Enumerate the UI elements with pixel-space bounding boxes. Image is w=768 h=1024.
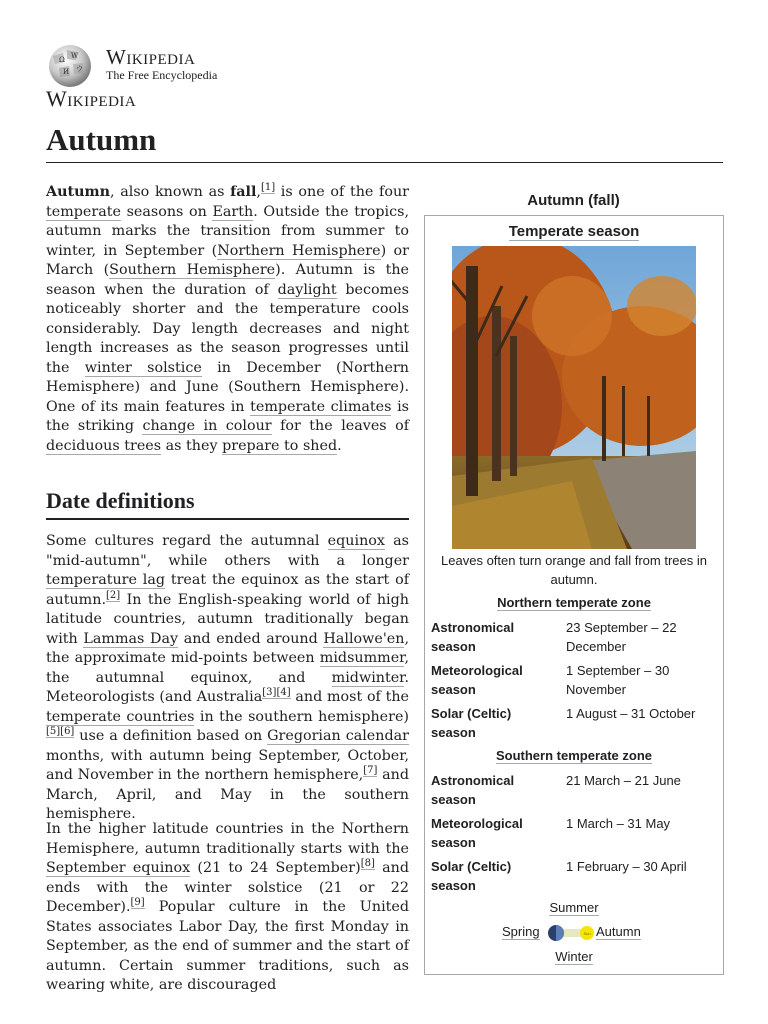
reference-link[interactable]: [5] xyxy=(46,726,61,738)
site-wordmark[interactable] xyxy=(106,46,217,82)
link-temperate[interactable]: temperate xyxy=(46,203,121,220)
row-value: 21 March – 21 June xyxy=(566,773,681,788)
row-label: Solar (Celtic) season xyxy=(431,706,512,740)
photo-caption: Leaves often turn orange and fall from trees in autumn. xyxy=(441,553,707,587)
link-temperate-climates[interactable]: temperate climates xyxy=(250,398,392,415)
reference-link[interactable]: [9] xyxy=(130,897,145,909)
earth-sun-orbit-icon xyxy=(546,923,594,943)
link-winter-solstice[interactable]: winter solstice xyxy=(84,359,202,376)
intro-term-alt: fall xyxy=(230,184,257,200)
text: in the southern hemisphere) xyxy=(194,708,410,725)
text: use a definition based on xyxy=(74,728,268,744)
text: . Outside the tropics, autumn marks the transition from summer to winter, in September ( xyxy=(46,203,409,259)
svg-text:Ω: Ω xyxy=(59,56,65,64)
reference-link[interactable]: [2] xyxy=(106,589,121,601)
text: Popular culture in the United States associates Labor Day, the first Monday in September, as the end of summer and the start of autumn. Certain summer traditions, such as wearing white, are discouraged xyxy=(46,899,409,993)
link-northern-hemisphere[interactable]: Northern Hemisphere xyxy=(217,242,381,259)
link-midwinter[interactable]: midwinter xyxy=(331,669,405,686)
northern-zone-heading xyxy=(425,595,723,610)
reference-link[interactable]: [6] xyxy=(60,726,75,738)
row-value: 23 September – 22 December xyxy=(566,620,677,654)
svg-text:W: W xyxy=(71,52,79,60)
text: seasons on xyxy=(120,203,213,220)
title-divider xyxy=(46,162,723,163)
row-label: Meteorological season xyxy=(431,816,523,850)
link-prepare-to-shed[interactable]: prepare to shed xyxy=(222,437,338,454)
text: is the striking xyxy=(46,398,409,434)
row-label: Astronomical season xyxy=(431,773,515,807)
link-southern-hemisphere[interactable]: Southern Hemisphere xyxy=(109,262,276,278)
text: , xyxy=(256,184,261,200)
text: is one of the four xyxy=(275,184,409,200)
southern-zone-link[interactable]: Southern temperate zone xyxy=(495,748,653,763)
row-label: Meteorological season xyxy=(431,663,523,697)
row-value: 1 February – 30 April xyxy=(566,859,687,874)
text: months, with autumn being September, October, and November in the northern hemisphere, xyxy=(46,747,409,783)
row-label: Solar (Celtic) season xyxy=(431,859,512,893)
text: In the higher latitude countries in the Northern Hemisphere, autumn traditionally starts with the xyxy=(46,821,409,857)
link-temperate-countries[interactable]: temperate countries xyxy=(46,708,195,725)
svg-text:Sun: Sun xyxy=(583,931,591,936)
section-paragraph-1 xyxy=(46,532,409,825)
infobox xyxy=(424,215,724,975)
infobox-caption: Autumn (fall) xyxy=(527,192,620,209)
text: ) or March ( xyxy=(46,242,409,278)
infobox-header-link[interactable]: Temperate season xyxy=(508,223,640,240)
row-value: 1 March – 31 May xyxy=(566,816,671,831)
link-september-equinox[interactable]: September equinox xyxy=(46,860,191,876)
text: for the leaves of xyxy=(271,418,410,434)
text: and ended around xyxy=(178,630,324,647)
section-heading-date-definitions: Date definitions xyxy=(46,488,195,513)
text: and most of the xyxy=(290,689,410,705)
text: and March, April, and May in the southern hemisphere. xyxy=(46,767,409,822)
link-autumn[interactable]: Autumn xyxy=(596,924,641,939)
link-temperature-lag[interactable]: temperature lag xyxy=(46,572,166,588)
text: as they xyxy=(161,437,223,454)
text: In the English-speaking world of high latitude countries, autumn traditionally began with xyxy=(46,591,409,647)
reference-link[interactable]: [1] xyxy=(260,182,276,194)
link-change-in-colour[interactable]: change in colour xyxy=(142,418,272,434)
autumn-trees-photo[interactable] xyxy=(452,246,696,549)
link-deciduous-trees[interactable]: deciduous trees xyxy=(46,437,162,454)
link-midsummer[interactable]: midsummer xyxy=(319,650,405,666)
row-value: 1 August – 31 October xyxy=(566,706,696,721)
text: . Meteorologists (and Australia xyxy=(46,669,409,705)
link-daylight[interactable]: daylight xyxy=(277,281,337,298)
text: becomes noticeably shorter and the temperature cools considerably. Day length decreases and night length increases as the season progresses until the xyxy=(46,281,409,376)
wikipedia-globe-logo[interactable] xyxy=(45,44,95,88)
link-halloween[interactable]: Hallowe'en xyxy=(323,630,405,647)
southern-zone-heading xyxy=(425,748,723,763)
reference-link[interactable]: [4] xyxy=(276,687,291,699)
intro-term: Autumn xyxy=(46,184,111,200)
link-gregorian-calendar[interactable]: Gregorian calendar xyxy=(267,728,409,744)
reference-link[interactable]: [3] xyxy=(262,687,277,699)
text: Some cultures regard the autumnal xyxy=(46,533,328,549)
text: (21 to 24 September) xyxy=(190,860,361,876)
northern-zone-link[interactable]: Northern temperate zone xyxy=(497,595,651,610)
text: as "mid-autumn", while others with a longer xyxy=(46,533,410,569)
row-value: 1 September – 30 November xyxy=(566,663,670,697)
infobox-header xyxy=(425,223,723,240)
text: ). Autumn is the season when the duration of xyxy=(46,262,409,298)
text: , the approximate mid-points between xyxy=(46,630,410,666)
wordmark-secondary: Wikipedia xyxy=(46,86,137,111)
text: treat the equinox as the start of autumn. xyxy=(46,572,409,608)
reference-link[interactable]: [8] xyxy=(360,858,375,870)
intro-paragraph xyxy=(46,183,409,456)
row-label: Astronomical season xyxy=(431,620,515,654)
svg-text:ウ: ウ xyxy=(76,65,83,73)
page-title: Autumn xyxy=(46,122,157,157)
text: in December (Northern Hemisphere) and June (Southern Hemisphere). One of its main features in xyxy=(46,359,409,415)
text: and ends with the winter solstice (21 or 22 December). xyxy=(46,860,409,915)
link-equinox[interactable]: equinox xyxy=(327,533,385,549)
text: , also known as xyxy=(110,184,231,200)
wordmark-text: Wikipedia xyxy=(106,45,196,69)
tagline: The Free Encyclopedia xyxy=(106,68,218,82)
svg-text:И: И xyxy=(63,68,70,76)
text: . xyxy=(337,437,342,454)
link-earth[interactable]: Earth xyxy=(212,203,254,220)
reference-link[interactable]: [7] xyxy=(363,765,378,777)
link-spring[interactable]: Spring xyxy=(502,924,540,939)
text: , the autumnal equinox, and xyxy=(46,650,409,686)
section-divider xyxy=(46,518,409,520)
section-paragraph-2 xyxy=(46,820,409,996)
link-summer[interactable]: Summer xyxy=(549,900,599,915)
link-lammas-day[interactable]: Lammas Day xyxy=(83,630,179,647)
link-winter[interactable]: Winter xyxy=(555,949,593,964)
